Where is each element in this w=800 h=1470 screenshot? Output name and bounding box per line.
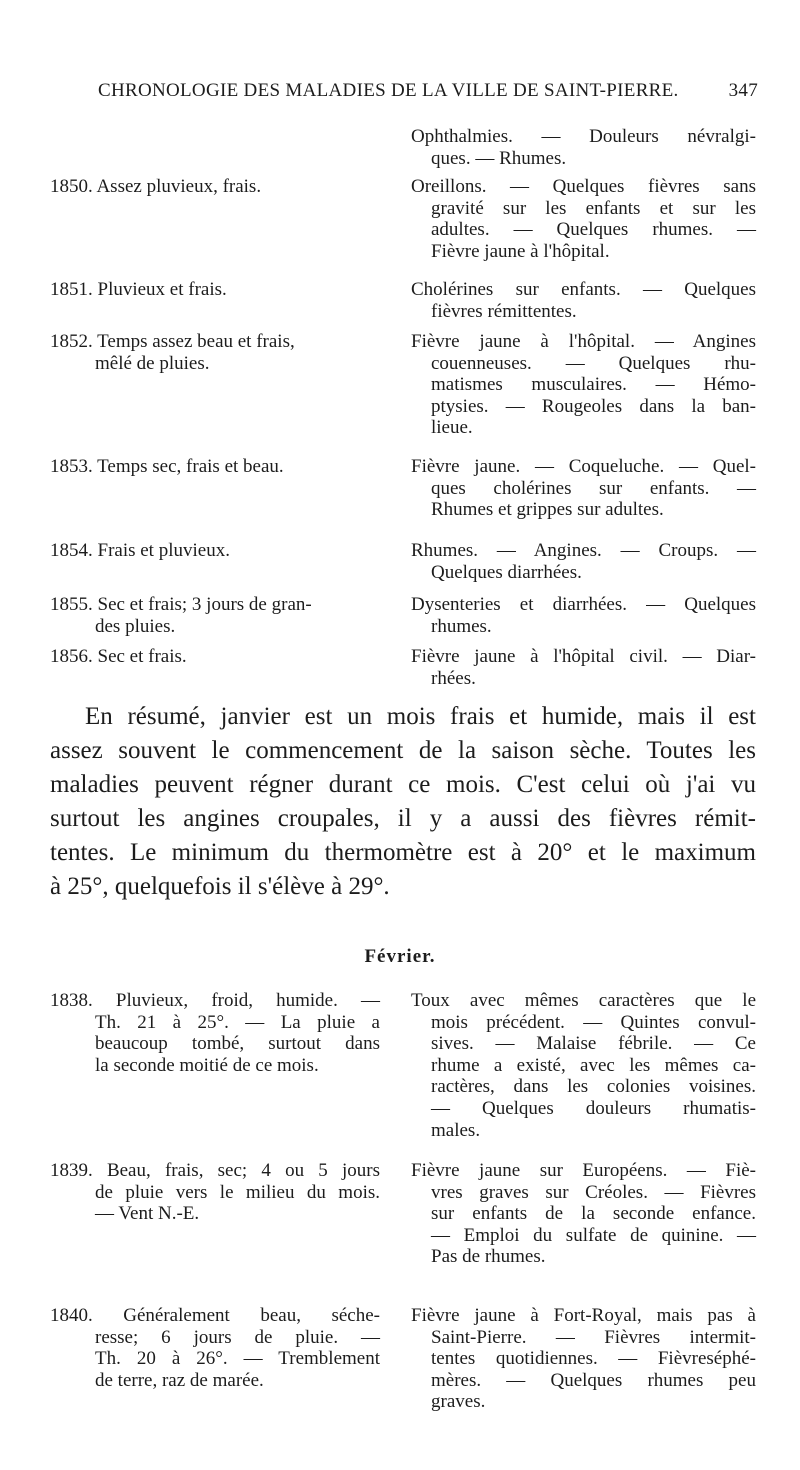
summary-line: En résumé, janvier est un mois frais et humide, mais il est (85, 703, 756, 730)
disease-line: Rhumes et grippes sur adultes. (431, 499, 664, 521)
disease-line: Ophthalmies. — Douleurs névralgi- (411, 126, 756, 147)
entry-1851-weather (50, 279, 380, 301)
january-top-diseases (411, 126, 756, 169)
entry-1850-diseases (411, 176, 756, 262)
disease-line: Toux avec mêmes caractères que le (411, 990, 756, 1011)
disease-line: ractères, dans les colonies voisines. (431, 1076, 756, 1098)
weather-line: 1851. Pluvieux et frais. (50, 279, 227, 300)
disease-line: couenneuses. — Quelques rhu- (431, 352, 756, 374)
disease-line: — Quelques douleurs rhumatis- (431, 1097, 756, 1119)
entry-1840-weather (50, 1305, 380, 1391)
weather-line: resse; 6 jours de pluie. — (95, 1326, 380, 1348)
weather-line: — Vent N.-E. (95, 1203, 200, 1225)
disease-line: rhume a existé, avec les mêmes ca- (431, 1054, 756, 1076)
entry-1854-weather (50, 540, 380, 562)
summary-line: maladies peuvent régner durant ce mois. C'est celui où j'ai vu (50, 771, 756, 798)
weather-line: 1854. Frais et pluvieux. (50, 540, 230, 561)
disease-line: vres graves sur Créoles. — Fièvres (431, 1181, 756, 1203)
weather-line: Th. 21 à 25°. — La pluie a (95, 1011, 380, 1033)
entry-1850-weather (50, 176, 380, 198)
entry-1855-weather (50, 594, 380, 637)
disease-line: males. (431, 1119, 481, 1141)
entry-1851-diseases (411, 279, 756, 322)
disease-line: Cholérines sur enfants. — Quelques (411, 279, 756, 300)
weather-line: 1838. Pluvieux, froid, humide. — (50, 990, 380, 1011)
disease-line: sur enfants de la seconde enfance. (431, 1203, 756, 1225)
entry-1854-diseases (411, 540, 756, 583)
disease-line: — Emploi du sulfate de quinine. — (431, 1224, 756, 1246)
disease-line: Fièvre jaune sur Européens. — Fiè- (411, 1160, 756, 1181)
disease-line: Saint-Pierre. — Fièvres intermit- (431, 1326, 756, 1348)
disease-line: Pas de rhumes. (431, 1246, 546, 1268)
disease-line: rhées. (431, 667, 476, 689)
disease-line: matismes musculaires. — Hémo- (431, 374, 756, 396)
weather-line: 1839. Beau, frais, sec; 4 ou 5 jours (50, 1160, 380, 1181)
disease-line: ques cholérines sur enfants. — (431, 477, 756, 499)
weather-line: 1850. Assez pluvieux, frais. (50, 176, 262, 197)
summary-line: tentes. Le minimum du thermomètre est à 20° et le maximum (50, 839, 756, 866)
disease-line: sives. — Malaise fébrile. — Ce (431, 1033, 756, 1055)
disease-line: Fièvre jaune à Fort-Royal, mais pas à (411, 1305, 756, 1326)
entry-1839-diseases (411, 1160, 756, 1268)
disease-line: ptysies. — Rougeoles dans la ban- (431, 395, 756, 417)
weather-line: 1852. Temps assez beau et frais, (50, 331, 295, 352)
entry-1839-weather (50, 1160, 380, 1225)
disease-line: adultes. — Quelques rhumes. — (431, 219, 756, 241)
summary-line: assez souvent le commencement de la saison sèche. Toutes les (50, 737, 756, 764)
weather-line: 1856. Sec et frais. (50, 646, 187, 667)
disease-line: graves. (431, 1391, 486, 1413)
disease-line: lieue. (431, 417, 473, 439)
weather-line: 1855. Sec et frais; 3 jours de gran- (50, 594, 312, 615)
weather-line: la seconde moitié de ce mois. (95, 1054, 319, 1076)
weather-line: 1853. Temps sec, frais et beau. (50, 456, 284, 477)
entry-1852-weather (50, 331, 380, 374)
disease-line: gravité sur les enfants et sur les (431, 197, 756, 219)
disease-line: Fièvre jaune à l'hôpital civil. — Diar- (411, 646, 756, 667)
summary-line: surtout les angines croupales, il y a aussi des fièvres rémit- (50, 805, 756, 832)
weather-line: beaucoup tombé, surtout dans (95, 1033, 380, 1055)
summary-line: à 25°, quelquefois il s'élève à 29°. (50, 873, 390, 900)
disease-line: mères. — Quelques rhumes peu (431, 1369, 756, 1391)
disease-line: Fièvre jaune à l'hôpital. (431, 240, 610, 262)
weather-line: de terre, raz de marée. (95, 1369, 264, 1391)
entry-1853-weather (50, 456, 380, 478)
entry-1840-diseases (411, 1305, 756, 1413)
disease-line: fièvres rémittentes. (431, 300, 577, 322)
summary-paragraph (50, 700, 756, 904)
disease-line: Quelques diarrhées. (431, 561, 582, 583)
disease-line: tentes quotidiennes. — Fièvreséphé- (431, 1348, 756, 1370)
entry-1855-diseases (411, 594, 756, 637)
weather-line: de pluie vers le milieu du mois. (95, 1181, 380, 1203)
disease-line: ques. — Rhumes. (431, 147, 567, 169)
running-title: CHRONOLOGIE DES MALADIES DE LA VILLE DE SAINT-PIERRE. (98, 80, 679, 101)
entry-1852-diseases (411, 331, 756, 439)
weather-line: 1840. Généralement beau, séche- (50, 1305, 380, 1326)
disease-line: rhumes. (431, 615, 492, 637)
disease-line: Fièvre jaune à l'hôpital. — Angines (411, 331, 756, 352)
month-heading-february: Février. (364, 946, 436, 967)
entry-1856-diseases (411, 646, 756, 689)
disease-line: Oreillons. — Quelques fièvres sans (411, 176, 756, 197)
disease-line: Dysenteries et diarrhées. — Quelques (411, 594, 756, 615)
entry-1853-diseases (411, 456, 756, 521)
disease-line: Rhumes. — Angines. — Croups. — (411, 540, 756, 561)
weather-line: mêlé de pluies. (95, 352, 210, 374)
weather-line: Th. 20 à 26°. — Tremblement (95, 1348, 380, 1370)
disease-line: mois précédent. — Quintes convul- (431, 1011, 756, 1033)
weather-line: des pluies. (95, 615, 176, 637)
page-number: 347 (728, 80, 758, 101)
disease-line: Fièvre jaune. — Coqueluche. — Quel- (411, 456, 756, 477)
entry-1838-diseases (411, 990, 756, 1141)
entry-1838-weather (50, 990, 380, 1076)
entry-1856-weather (50, 646, 380, 668)
